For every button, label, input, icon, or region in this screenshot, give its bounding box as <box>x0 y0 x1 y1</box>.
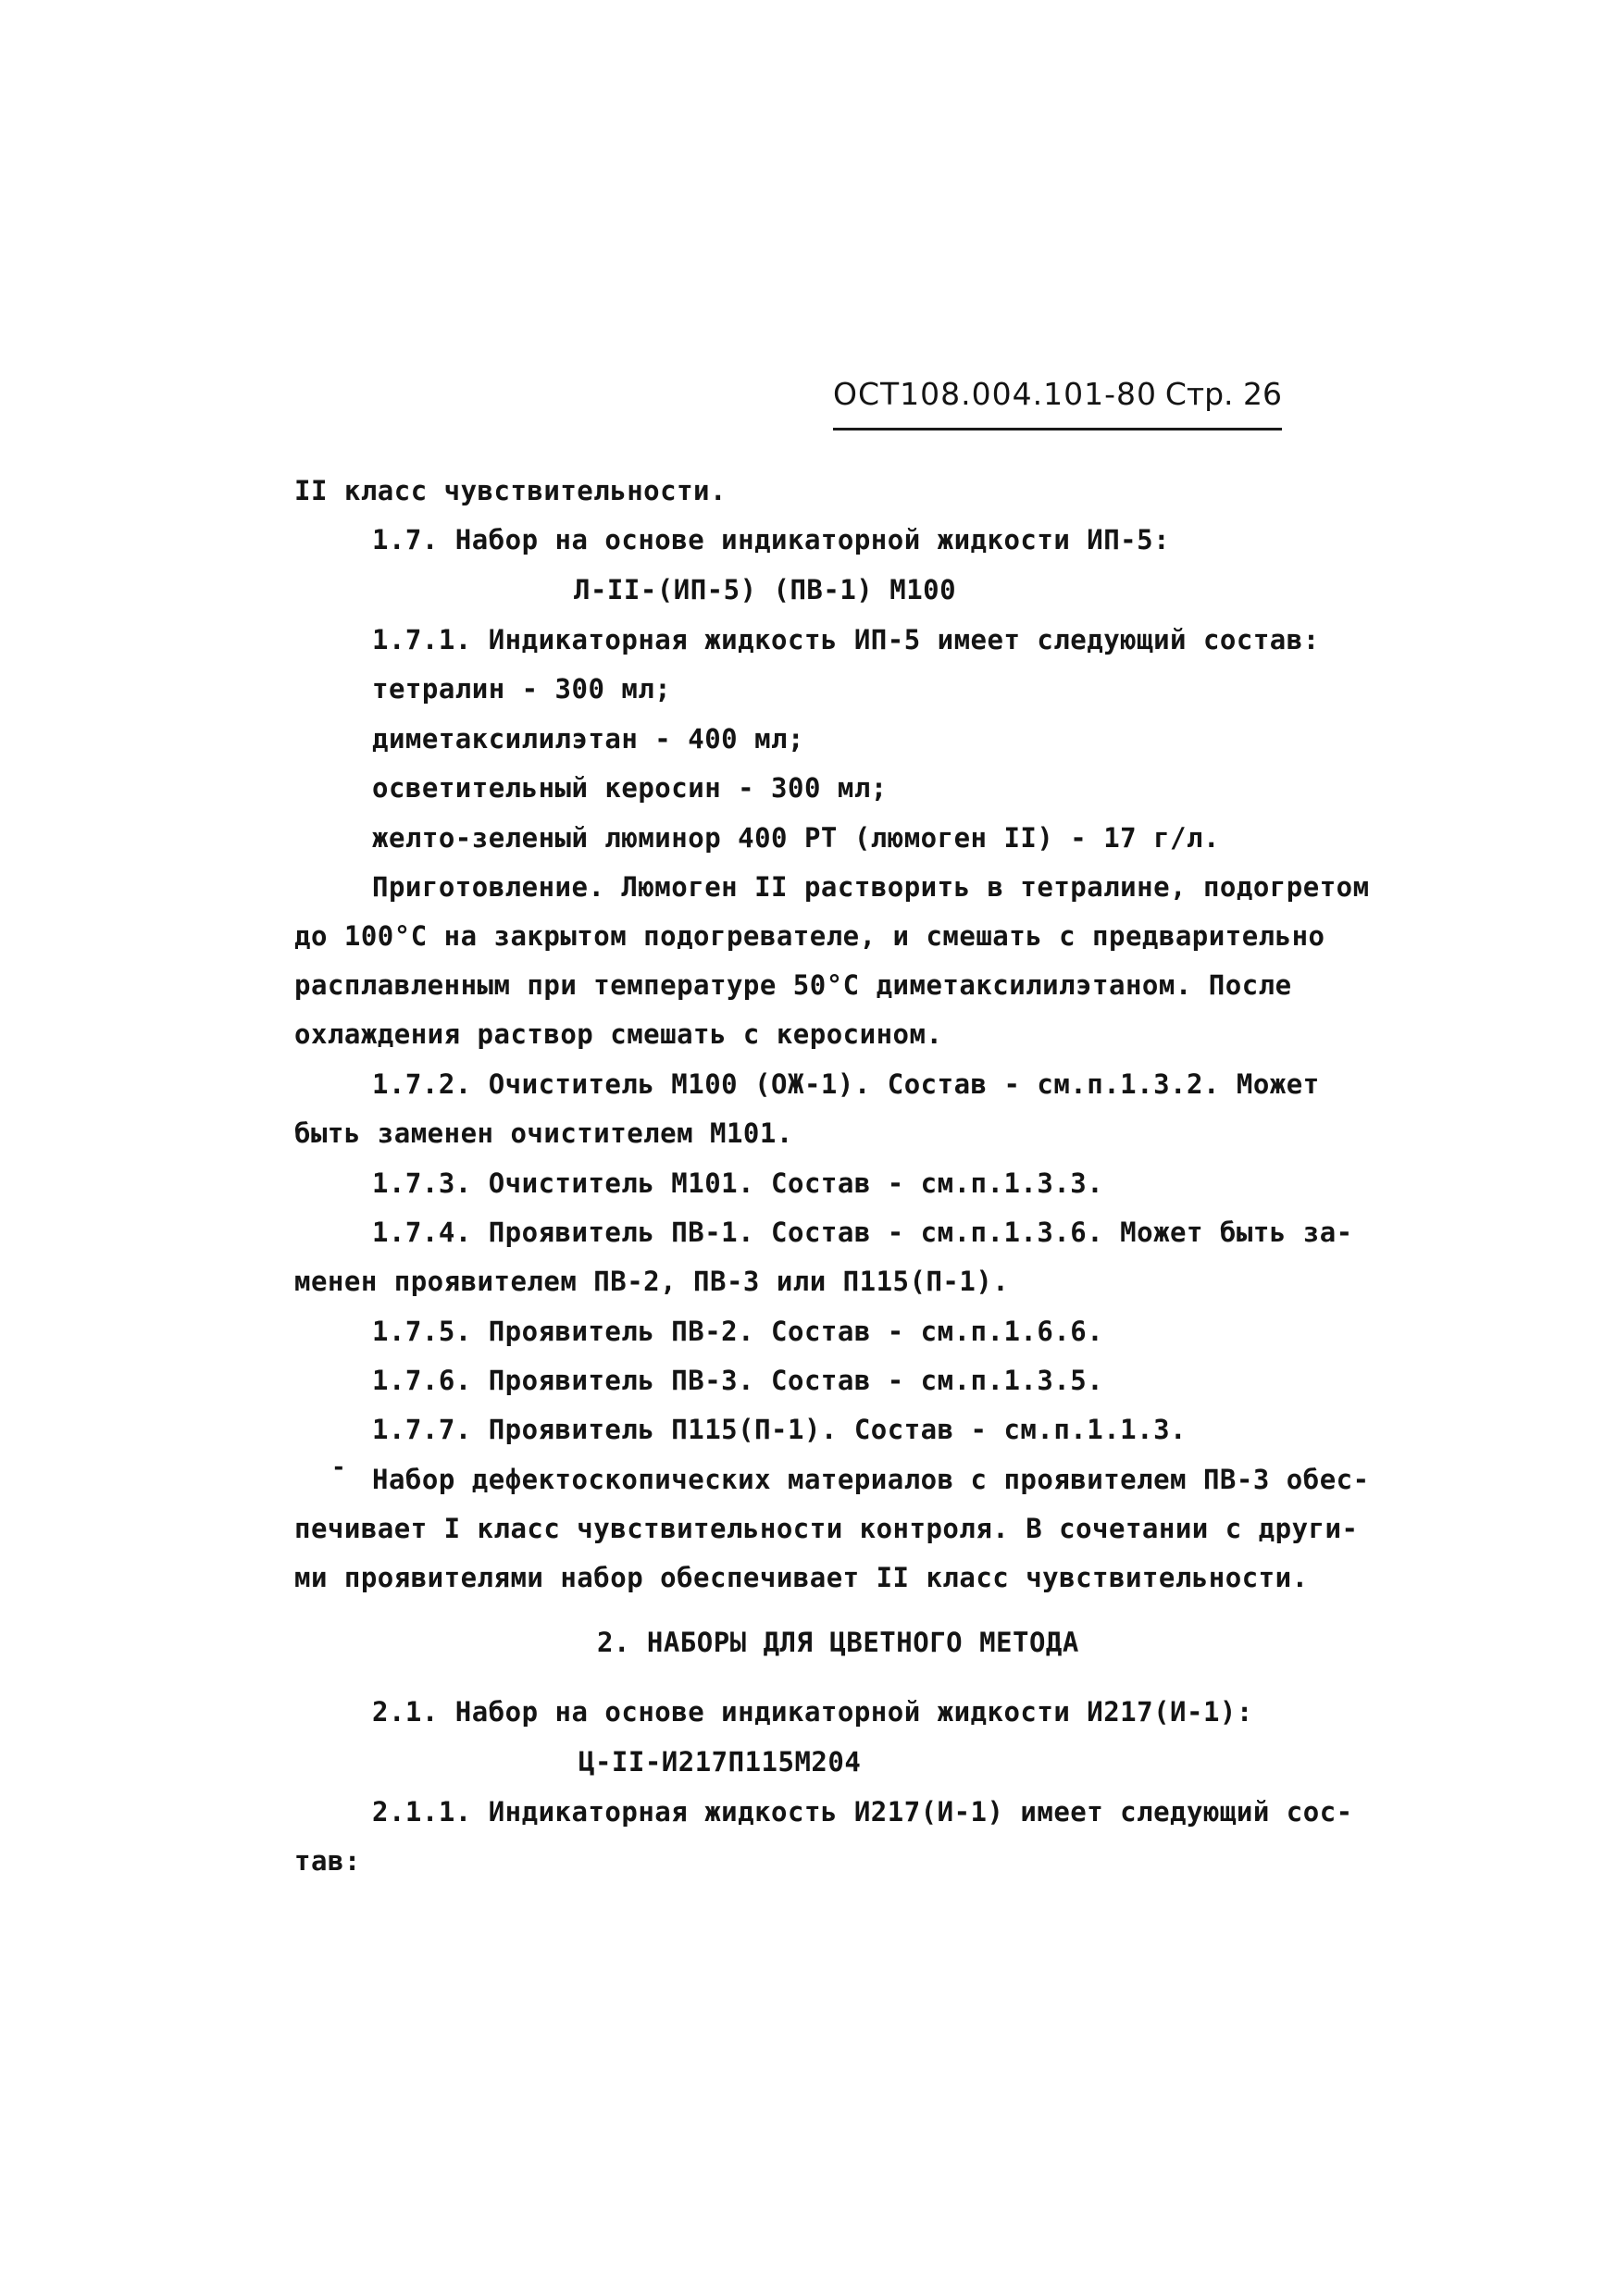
preparation-text: до 100°С на закрытом подогревателе, и смешать с предварительно <box>294 920 1325 952</box>
composition-item: желто-зеленый люминор 400 РТ (люмоген II) - 17 г/л. <box>372 822 1220 854</box>
composition-item: осветительный керосин - 300 мл; <box>372 772 888 804</box>
page-number: Стр. 26 <box>1164 376 1282 412</box>
preparation-text: охлаждения раствор смешать с керосином. <box>294 1018 943 1050</box>
scan-speck: - <box>331 1454 346 1481</box>
section-2-1-1-cont: тав: <box>294 1845 361 1877</box>
kit-designation: Ц-II-И217П115М204 <box>578 1746 862 1778</box>
section-1-7-4: 1.7.4. Проявитель ПВ-1. Состав - см.п.1.3.6. Может быть за- <box>372 1217 1353 1248</box>
section-1-7-title: 1.7. Набор на основе индикаторной жидкости ИП-5: <box>372 524 1171 555</box>
summary-text: ми проявителями набор обеспечивает II класс чувствительности. <box>294 1562 1309 1593</box>
section-1-7-6: 1.7.6. Проявитель ПВ-3. Состав - см.п.1.3.5. <box>372 1365 1104 1396</box>
section-1-7-2-cont: быть заменен очистителем М101. <box>294 1117 793 1149</box>
section-1-7-4-cont: менен проявителем ПВ-2, ПВ-3 или П115(П-1). <box>294 1266 1010 1297</box>
summary-text: Набор дефектоскопических материалов с проявителем ПВ-3 обес- <box>372 1464 1370 1495</box>
section-1-7-3: 1.7.3. Очиститель М101. Состав - см.п.1.3.3. <box>372 1167 1104 1199</box>
section-2-1-1: 2.1.1. Индикаторная жидкость И217(И-1) имеет следующий сос- <box>372 1796 1353 1828</box>
section-1-7-1: 1.7.1. Индикаторная жидкость ИП-5 имеет следующий состав: <box>372 624 1320 655</box>
preparation-text: расплавленным при температуре 50°С диметаксилилэтаном. После <box>294 969 1292 1001</box>
summary-text: печивает I класс чувствительности контроля. В сочетании с други- <box>294 1513 1359 1544</box>
section-1-7-2: 1.7.2. Очиститель М100 (ОЖ-1). Состав - см.п.1.3.2. Может <box>372 1068 1320 1100</box>
section-2-heading: 2. НАБОРЫ ДЛЯ ЦВЕТНОГО МЕТОДА <box>597 1627 1079 1658</box>
preparation-text: Приготовление. Люмоген II растворить в тетралине, подогретом <box>372 871 1370 903</box>
composition-item: диметаксилилэтан - 400 мл; <box>372 723 804 755</box>
text-line: II класс чувствительности. <box>294 475 727 506</box>
section-1-7-5: 1.7.5. Проявитель ПВ-2. Состав - см.п.1.6.6. <box>372 1316 1104 1347</box>
kit-designation: Л-II-(ИП-5) (ПВ-1) М100 <box>574 574 957 605</box>
section-2-1-title: 2.1. Набор на основе индикаторной жидкости И217(И-1): <box>372 1696 1253 1728</box>
composition-item: тетралин - 300 мл; <box>372 673 672 705</box>
page-header <box>833 370 1282 430</box>
document-code: ОСТ108.004.101-80 <box>833 376 1158 412</box>
section-1-7-7: 1.7.7. Проявитель П115(П-1). Состав - см.п.1.1.3. <box>372 1414 1188 1445</box>
